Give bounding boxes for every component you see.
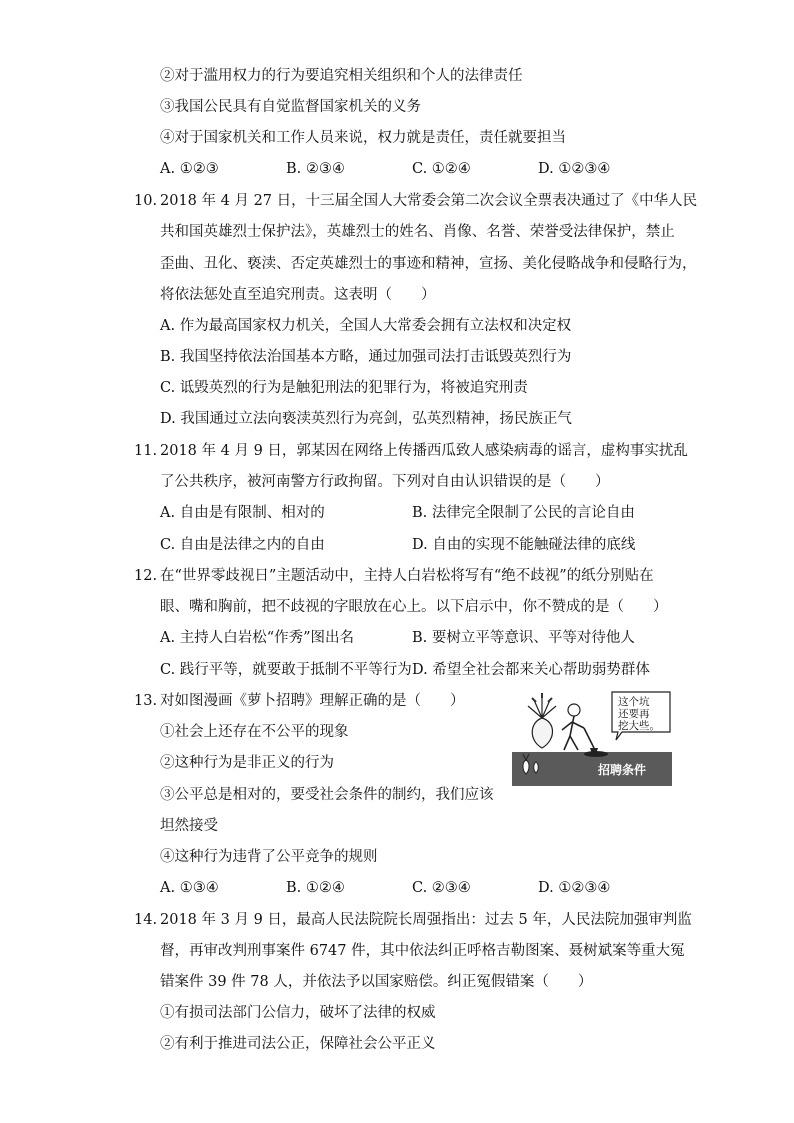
q14-stem-line-2: 督，再审改判刑事案件 6747 件，其中依法纠正呼格吉勒图案、聂树斌案等重大冤 (160, 943, 685, 959)
q13-option-d: D. ①②③④ (538, 880, 611, 896)
q14-stem-line-3: 错案件 39 件 78 人，并依法予以国家赔偿。纠正冤假错案（ ） (160, 974, 593, 990)
cartoon-caption: 招聘条件 (598, 763, 647, 777)
radish-recruitment-cartoon (512, 690, 672, 786)
q9-option-a: A. ①②③ (160, 161, 219, 177)
q11-option-a: A. 自由是有限制、相对的 (160, 505, 325, 521)
q12-stem-line-1: 在“世界零歧视日”主题活动中，主持人白岩松将写有“绝不歧视”的纸分别贴在 (160, 568, 654, 584)
q12-option-a: A. 主持人白岩松“作秀”图出名 (160, 630, 355, 646)
q10-stem-line-1: 2018 年 4 月 27 日，十三届全国人大常委会第二次会议全票表决通过了《中华人民 (160, 193, 698, 209)
q10-option-a: A. 作为最高国家权力机关，全国人大常委会拥有立法权和决定权 (160, 318, 572, 334)
q11-option-c: C. 自由是法律之内的自由 (160, 537, 325, 553)
q10-option-b: B. 我国坚持依法治国基本方略，通过加强司法打击诋毁英烈行为 (160, 349, 572, 365)
q12-option-d: D. 希望全社会都来关心帮助弱势群体 (412, 662, 650, 678)
q10-option-d: D. 我国通过立法向亵渎英烈行为亮剑，弘英烈精神，扬民族正气 (160, 411, 572, 427)
q14-item-2: ②有利于推进司法公正，保障社会公平正义 (160, 1036, 436, 1052)
q13-option-b: B. ①②④ (286, 880, 345, 896)
q9-item-3: ③我国公民具有自觉监督国家机关的义务 (160, 99, 421, 115)
q12-stem-line-2: 眼、嘴和胸前，把不歧视的字眼放在心上。以下启示中，你不赞成的是（ ） (160, 599, 668, 615)
hole-icon (584, 751, 608, 757)
q10-stem-line-2: 共和国英雄烈士保护法》，英雄烈士的姓名、肖像、名誉、荣誉受法律保护，禁止 (160, 224, 675, 240)
q13-number: 13. (134, 693, 158, 709)
q13-item-3: ③公平总是相对的，要受社会条件的制约，我们应该 (160, 787, 494, 803)
q13-item-3-cont: 坦然接受 (160, 818, 218, 834)
q14-stem-line-1: 2018 年 3 月 9 日，最高人民法院院长周强指出：过去 5 年，人民法院加强审判监 (160, 912, 692, 928)
q9-option-c: C. ①②④ (412, 161, 471, 177)
q11-stem-line-2: 了公共秩序，被河南警方行政拘留。下列对自由认识错误的是（ ） (160, 474, 610, 490)
q10-option-c: C. 诋毁英烈的行为是触犯刑法的犯罪行为，将被追究刑责 (160, 380, 528, 396)
q11-number: 11. (134, 443, 158, 459)
q10-number: 10. (134, 193, 158, 209)
q12-number: 12. (134, 568, 158, 584)
q9-option-b: B. ②③④ (286, 161, 345, 177)
q13-stem-line-1: 对如图漫画《萝卜招聘》理解正确的是（ ） (160, 693, 465, 709)
q11-stem-line-1: 2018 年 4 月 9 日，郭某因在网络上传播西瓜致人感染病毒的谣言，虚构事实扰乱 (160, 443, 688, 459)
q9-item-4: ④对于国家机关和工作人员来说，权力就是责任，责任就要担当 (160, 130, 566, 146)
q10-stem-line-3: 歪曲、丑化、亵渎、否定英雄烈士的事迹和精神，宣扬、美化侵略战争和侵略行为， (160, 256, 697, 272)
q11-option-b: B. 法律完全限制了公民的言论自由 (412, 505, 635, 521)
q12-option-b: B. 要树立平等意识、平等对待他人 (412, 630, 635, 646)
q10-stem-line-4: 将依法惩处直至追究刑责。这表明（ ） (160, 287, 436, 303)
speech-line-3: 挖大些。 (618, 720, 660, 732)
q14-item-1: ①有损司法部门公信力，破坏了法律的权威 (160, 1005, 436, 1021)
q9-item-2: ②对于滥用权力的行为要追究相关组织和个人的法律责任 (160, 68, 523, 84)
q12-option-c: C. 践行平等，就要敢于抵制不平等行为 (160, 662, 412, 678)
q13-option-a: A. ①③④ (160, 880, 219, 896)
q11-option-d: D. 自由的实现不能触碰法律的底线 (412, 537, 636, 553)
q9-option-d: D. ①②③④ (538, 161, 611, 177)
radish-icon (528, 693, 556, 748)
q13-item-1: ①社会上还存在不公平的现象 (160, 724, 349, 740)
q13-option-c: C. ②③④ (412, 880, 471, 896)
speech-line-1: 这个坑 (618, 696, 650, 708)
q14-number: 14. (134, 912, 158, 928)
digging-person-icon (562, 704, 598, 754)
q13-item-4: ④这种行为违背了公平竞争的规则 (160, 849, 378, 865)
speech-line-2: 还要再 (618, 708, 650, 720)
q13-item-2: ②这种行为是非正义的行为 (160, 755, 334, 771)
